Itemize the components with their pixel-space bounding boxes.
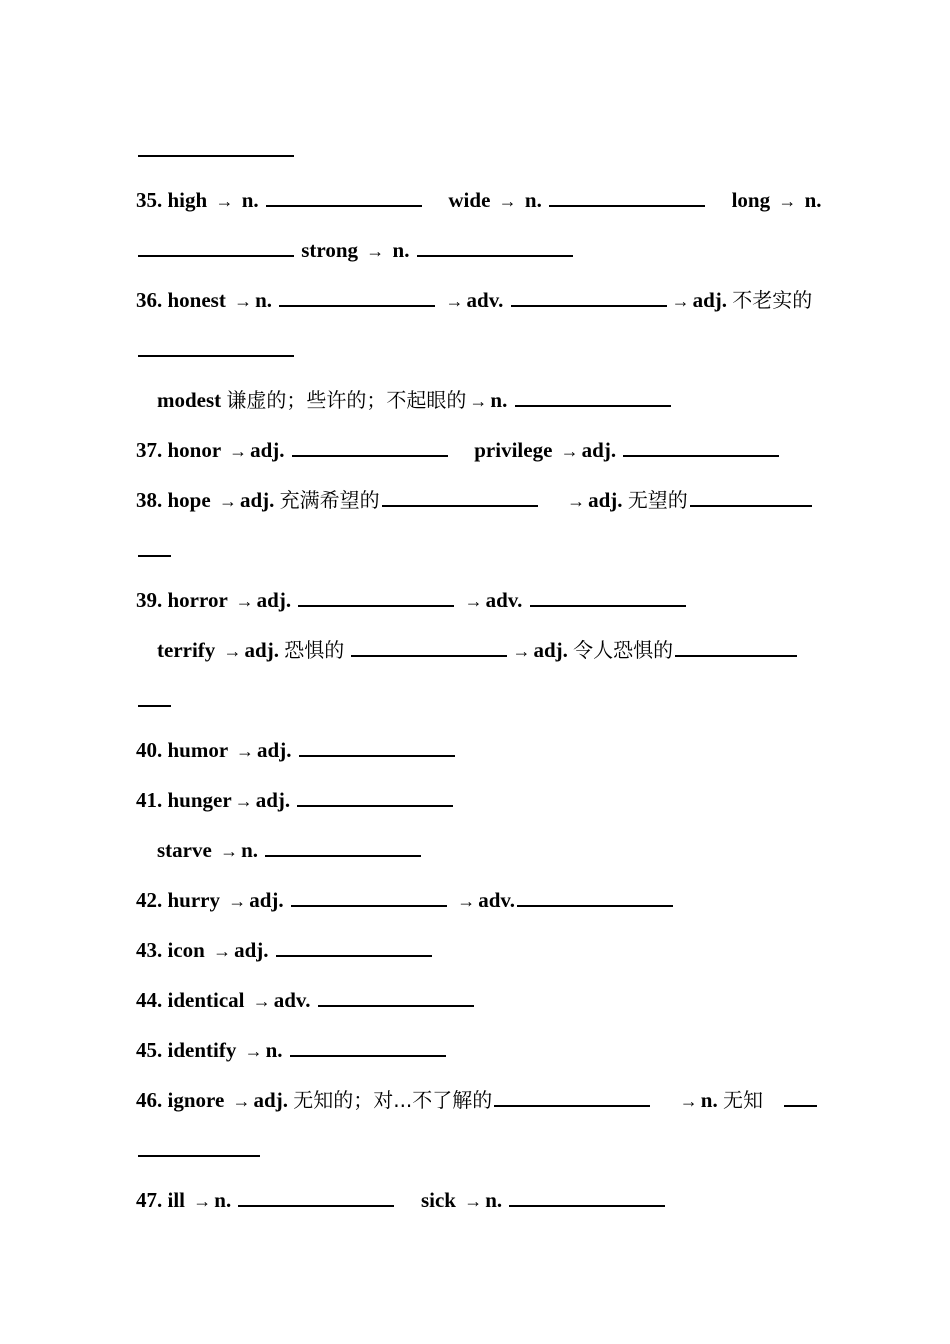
word: humor [167, 738, 228, 762]
arrow-icon: → [234, 291, 253, 311]
item-35 [136, 186, 822, 215]
pos-label: adj. [234, 938, 269, 962]
item-35-continued [136, 236, 575, 265]
answer-blank[interactable] [290, 1053, 446, 1057]
pos-label: adj. [692, 288, 728, 312]
pos-label: n. [265, 1038, 283, 1062]
arrow-icon: → [469, 391, 488, 411]
item-number: 42. [136, 888, 163, 912]
item-45 [136, 1036, 448, 1065]
answer-blank[interactable] [291, 903, 447, 907]
item-number: 43. [136, 938, 163, 962]
answer-blank[interactable] [494, 1103, 650, 1107]
arrow-icon: → [232, 1091, 251, 1111]
arrow-icon: → [234, 791, 253, 811]
arrow-icon: → [464, 591, 483, 611]
chinese-meaning: 充满希望的 [279, 488, 380, 512]
answer-blank[interactable] [138, 1153, 260, 1157]
item-number: 35. [136, 188, 163, 212]
word: sick [420, 1188, 456, 1212]
arrow-icon: → [235, 591, 254, 611]
word: ignore [167, 1088, 225, 1112]
arrow-icon: → [445, 291, 464, 311]
item-42 [136, 886, 675, 915]
item-number: 36. [136, 288, 163, 312]
item-41-sub [157, 836, 423, 865]
answer-blank[interactable] [138, 703, 171, 707]
item-number: 41. [136, 788, 163, 812]
pos-label: n. [214, 1188, 232, 1212]
pos-label: n. [804, 188, 822, 212]
line-continuation-blank [136, 336, 296, 364]
chinese-meaning: 无知 [722, 1088, 763, 1112]
arrow-icon: → [228, 891, 247, 911]
word: horror [167, 588, 228, 612]
item-number: 37. [136, 438, 163, 462]
answer-blank[interactable] [417, 253, 573, 257]
pos-label: n. [490, 388, 508, 412]
word: identify [167, 1038, 237, 1062]
word: strong [301, 238, 359, 262]
answer-blank[interactable] [138, 353, 294, 357]
arrow-icon: → [464, 1191, 483, 1211]
arrow-icon: → [778, 191, 797, 211]
item-44 [136, 986, 476, 1015]
pos-label: adj. [253, 1088, 288, 1112]
line-continuation-blank [136, 536, 173, 564]
line-continuation-blank [136, 1136, 262, 1164]
word: icon [167, 938, 205, 962]
item-36-sub [157, 386, 673, 415]
item-number: 44. [136, 988, 163, 1012]
word: honest [167, 288, 226, 312]
answer-blank[interactable] [265, 853, 421, 857]
word: honor [167, 438, 221, 462]
item-38 [136, 486, 814, 515]
item-40 [136, 736, 457, 765]
word: ill [167, 1188, 186, 1212]
pos-label: adv. [273, 988, 311, 1012]
arrow-icon: → [193, 1191, 212, 1211]
arrow-icon: → [512, 641, 531, 661]
answer-blank[interactable] [515, 403, 671, 407]
item-47 [136, 1186, 667, 1215]
word: terrify [157, 638, 216, 662]
answer-blank[interactable] [138, 553, 171, 557]
item-number: 40. [136, 738, 163, 762]
pos-label: n. [700, 1088, 718, 1112]
pos-label: adj. [257, 738, 292, 762]
line-continuation-blank [136, 686, 173, 714]
answer-blank[interactable] [292, 453, 448, 457]
word: long [731, 188, 771, 212]
pos-label: adj. [239, 488, 275, 512]
pos-label: adv. [478, 888, 515, 912]
arrow-icon: → [236, 741, 255, 761]
answer-blank[interactable] [511, 303, 667, 307]
word: privilege [474, 438, 553, 462]
answer-blank[interactable] [517, 903, 673, 907]
answer-blank[interactable] [318, 1003, 474, 1007]
chinese-meaning: 令人恐惧的 [573, 638, 674, 662]
arrow-icon: → [244, 1041, 263, 1061]
word: high [167, 188, 208, 212]
answer-blank[interactable] [238, 1203, 394, 1207]
answer-blank[interactable] [298, 603, 454, 607]
arrow-icon: → [671, 291, 690, 311]
pos-label: n. [241, 838, 258, 862]
word: starve [157, 838, 212, 862]
item-number: 38. [136, 488, 163, 512]
item-number: 45. [136, 1038, 163, 1062]
item-37 [136, 436, 781, 465]
answer-blank[interactable] [623, 453, 779, 457]
word: hurry [167, 888, 220, 912]
arrow-icon: → [366, 241, 385, 261]
item-36 [136, 286, 812, 315]
answer-blank[interactable] [690, 503, 812, 507]
answer-blank[interactable] [509, 1203, 665, 1207]
pos-label: n. [241, 188, 259, 212]
answer-blank[interactable] [784, 1103, 817, 1107]
pos-label: n. [392, 238, 410, 262]
pos-label: adv. [485, 588, 523, 612]
chinese-meaning: 恐惧的 [284, 638, 345, 662]
arrow-icon: → [567, 491, 586, 511]
chinese-meaning: 不老实的 [732, 288, 813, 312]
word: modest [157, 388, 222, 412]
item-number: 39. [136, 588, 163, 612]
pos-label: adv. [466, 288, 504, 312]
line-continuation-blank [136, 136, 296, 164]
item-number: 47. [136, 1188, 163, 1212]
item-43 [136, 936, 434, 965]
word: identical [167, 988, 245, 1012]
arrow-icon: → [223, 641, 242, 661]
answer-blank[interactable] [382, 503, 538, 507]
answer-blank[interactable] [266, 203, 422, 207]
chinese-meaning: 无望的 [627, 488, 688, 512]
answer-blank[interactable] [297, 803, 453, 807]
arrow-icon: → [498, 191, 517, 211]
pos-label: adj. [244, 638, 279, 662]
word: hope [167, 488, 211, 512]
pos-label: adj. [256, 588, 292, 612]
answer-blank[interactable] [351, 653, 507, 657]
item-39 [136, 586, 688, 615]
arrow-icon: → [679, 1091, 698, 1111]
answer-blank[interactable] [279, 303, 435, 307]
pos-label: adj. [581, 438, 617, 462]
word: wide [448, 188, 491, 212]
arrow-icon: → [229, 441, 248, 461]
item-41 [136, 786, 455, 815]
pos-label: n. [255, 288, 273, 312]
pos-label: n. [524, 188, 542, 212]
pos-label: adj. [255, 788, 291, 812]
item-46 [136, 1086, 819, 1115]
answer-blank[interactable] [530, 603, 686, 607]
arrow-icon: → [213, 941, 232, 961]
arrow-icon: → [220, 841, 239, 861]
answer-blank[interactable] [138, 153, 294, 157]
word: hunger [167, 788, 232, 812]
item-number: 46. [136, 1088, 163, 1112]
answer-blank[interactable] [549, 203, 705, 207]
pos-label: n. [485, 1188, 503, 1212]
pos-label: adj. [250, 438, 285, 462]
answer-blank[interactable] [675, 653, 797, 657]
pos-label: adj. [533, 638, 568, 662]
chinese-meaning: 无知的；对...不了解的 [293, 1088, 493, 1112]
arrow-icon: → [457, 891, 476, 911]
arrow-icon: → [215, 191, 234, 211]
pos-label: adj. [249, 888, 284, 912]
pos-label: adj. [588, 488, 623, 512]
arrow-icon: → [560, 441, 579, 461]
arrow-icon: → [218, 491, 237, 511]
answer-blank[interactable] [299, 753, 455, 757]
answer-blank[interactable] [138, 253, 294, 257]
answer-blank[interactable] [276, 953, 432, 957]
chinese-meaning: 谦虚的；些许的；不起眼的 [226, 388, 467, 412]
item-39-sub [157, 636, 799, 665]
arrow-icon: → [252, 991, 271, 1011]
